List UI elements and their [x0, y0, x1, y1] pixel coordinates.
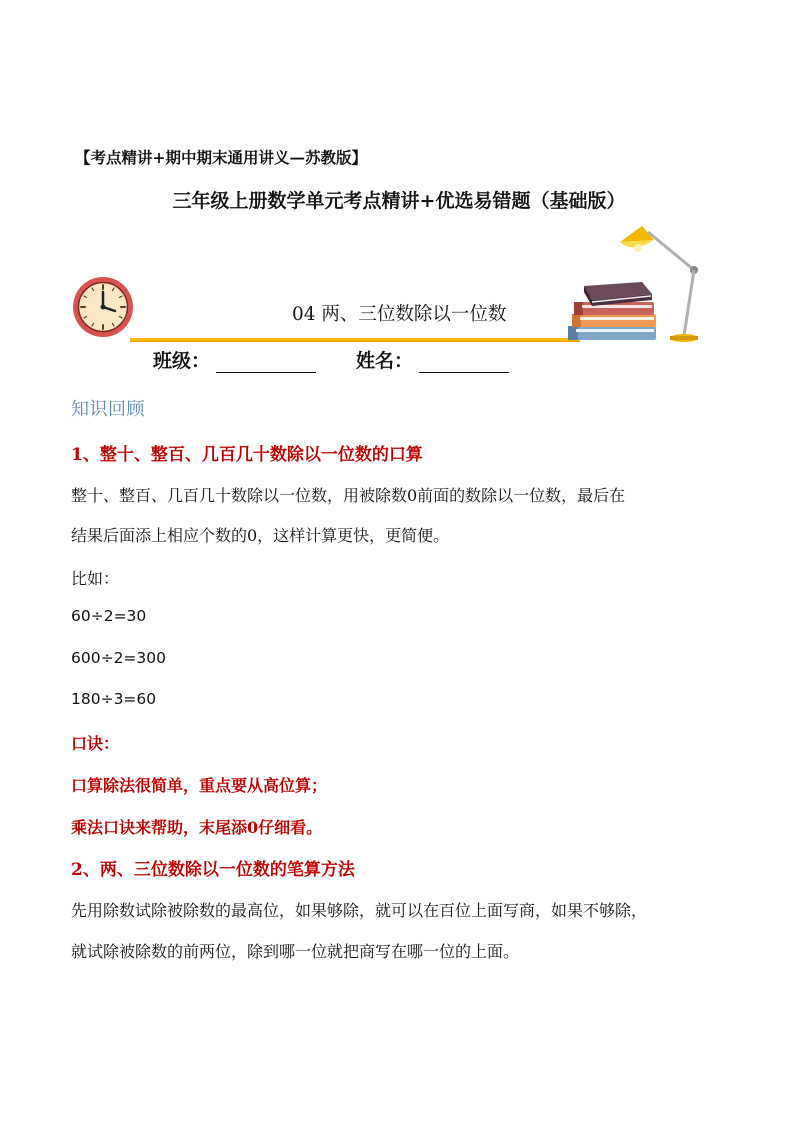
desk-lamp-icon — [612, 218, 712, 352]
class-blank-field[interactable] — [216, 352, 316, 373]
example-equation: 600÷2=300 — [71, 649, 167, 667]
document-title: 三年级上册数学单元考点精讲+优选易错题（基础版） — [172, 190, 626, 212]
name-label: 姓名： — [356, 350, 414, 372]
section-2-paragraph-line-2: 就试除被除数的前两位，除到哪一位就把商写在哪一位的上面。 — [71, 942, 520, 961]
section-1-paragraph-line-2: 结果后面添上相应个数的0，这样计算更快，更简便。 — [71, 526, 450, 545]
section-2-paragraph-line-1: 先用除数试除被除数的最高位，如果够除，就可以在百位上面写商，如果不够除， — [71, 901, 648, 920]
section-label-review: 知识回顾 — [71, 399, 145, 420]
class-label: 班级： — [153, 350, 211, 372]
decorative-divider — [130, 328, 580, 334]
example-equation: 60÷2=30 — [71, 607, 147, 625]
section-1-heading: 1、整十、整百、几百几十数除以一位数的口算 — [71, 445, 423, 465]
example-equation: 180÷3=60 — [71, 690, 157, 708]
rhyme-label: 口诀： — [71, 734, 120, 753]
rhyme-line-1: 口算除法很简单，重点要从高位算； — [71, 776, 328, 795]
rhyme-line-2: 乘法口诀来帮助，末尾添0仔细看。 — [71, 818, 323, 837]
unit-title: 04 两、三位数除以一位数 — [292, 304, 507, 325]
clock-icon — [71, 275, 135, 343]
section-2-heading: 2、两、三位数除以一位数的笔算方法 — [71, 860, 355, 880]
section-1-paragraph-line-1: 整十、整百、几百几十数除以一位数，用被除数0前面的数除以一位数，最后在 — [71, 486, 626, 505]
student-info-row — [153, 346, 509, 373]
name-blank-field[interactable] — [419, 352, 509, 373]
example-label: 比如： — [71, 569, 120, 588]
series-header: 【考点精讲+期中期末通用讲义—苏教版】 — [75, 148, 367, 167]
